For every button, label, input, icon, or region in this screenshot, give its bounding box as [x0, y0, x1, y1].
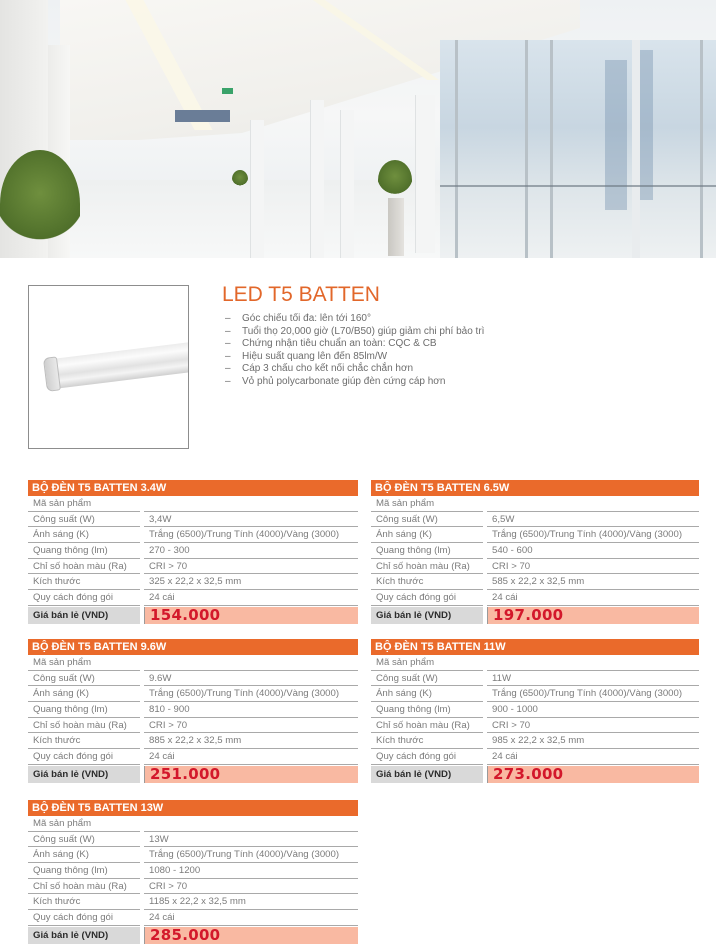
- spec-label: Quy cách đóng gói: [28, 910, 140, 926]
- spec-row-size: [371, 574, 699, 590]
- spec-label: Quang thông (lm): [28, 702, 140, 718]
- spec-row-price: [28, 607, 358, 624]
- spec-value: 6,5W: [487, 512, 699, 528]
- spec-row-light: [371, 527, 699, 543]
- spec-row-flux: [28, 863, 358, 879]
- led-tube-icon: [43, 335, 189, 393]
- spec-label: Kích thước: [28, 894, 140, 910]
- spec-label: Công suất (W): [28, 671, 140, 687]
- hero-mullion: [455, 40, 458, 258]
- hero-column: [310, 100, 324, 258]
- spec-value: 24 cái: [144, 910, 358, 926]
- price-value: 154.000: [144, 607, 358, 624]
- spec-value: 270 - 300: [144, 543, 358, 559]
- spec-label: Ánh sáng (K): [28, 847, 140, 863]
- spec-row-price: [371, 607, 699, 624]
- plant-icon: [378, 160, 412, 200]
- hero-mullion: [632, 40, 640, 258]
- spec-label: Kích thước: [28, 574, 140, 590]
- spec-table: [371, 639, 699, 783]
- spec-label: Chỉ số hoàn màu (Ra): [28, 718, 140, 734]
- spec-value: Trắng (6500)/Trung Tính (4000)/Vàng (3000): [487, 686, 699, 702]
- spec-value: 1080 - 1200: [144, 863, 358, 879]
- spec-row-pack: [371, 590, 699, 606]
- spec-row-power: [28, 671, 358, 687]
- feature-item: [225, 338, 484, 351]
- spec-label: Công suất (W): [28, 512, 140, 528]
- spec-value: [144, 816, 358, 832]
- spec-row-power: [28, 832, 358, 848]
- spec-table-title: BỘ ĐÈN T5 BATTEN 3.4W: [28, 480, 358, 496]
- bullet-dash: –: [225, 375, 231, 387]
- spec-row-power: [371, 512, 699, 528]
- spec-label: Ánh sáng (K): [371, 527, 483, 543]
- spec-row-cri: [371, 559, 699, 575]
- spec-label: Quy cách đóng gói: [28, 749, 140, 765]
- spec-label: Quang thông (lm): [371, 543, 483, 559]
- price-value: 197.000: [487, 607, 699, 624]
- spec-value: Trắng (6500)/Trung Tính (4000)/Vàng (3000): [487, 527, 699, 543]
- hero-column: [415, 95, 435, 253]
- spec-row-price: [371, 766, 699, 783]
- price-value: 251.000: [144, 766, 358, 783]
- spec-value: 985 x 22,2 x 32,5 mm: [487, 733, 699, 749]
- plant-icon: [0, 150, 80, 258]
- spec-label: Kích thước: [371, 574, 483, 590]
- spec-value: Trắng (6500)/Trung Tính (4000)/Vàng (3000): [144, 847, 358, 863]
- spec-value: CRI > 70: [144, 559, 358, 575]
- spec-row-pack: [28, 910, 358, 926]
- hero-column: [250, 120, 264, 258]
- spec-value: 24 cái: [144, 590, 358, 606]
- spec-label: Mã sản phẩm: [371, 496, 483, 512]
- feature-text: Góc chiếu tối đa: lên tới 160°: [242, 313, 371, 324]
- spec-value: 24 cái: [144, 749, 358, 765]
- feature-item: [225, 313, 484, 326]
- feature-text: Chứng nhận tiêu chuẩn an toàn: CQC & CB: [242, 338, 437, 350]
- hero-photo: [0, 0, 716, 258]
- spec-value: Trắng (6500)/Trung Tính (4000)/Vàng (3000): [144, 527, 358, 543]
- bullet-dash: –: [225, 325, 231, 337]
- spec-row-size: [28, 733, 358, 749]
- tube-body: [49, 339, 189, 389]
- spec-row-code: [28, 816, 358, 832]
- spec-row-pack: [28, 749, 358, 765]
- spec-label: Chỉ số hoàn màu (Ra): [28, 559, 140, 575]
- spec-row-light: [371, 686, 699, 702]
- feature-item: [225, 363, 484, 376]
- spec-table-title: BỘ ĐÈN T5 BATTEN 9.6W: [28, 639, 358, 655]
- price-value: 273.000: [487, 766, 699, 783]
- plant-icon: [232, 170, 248, 188]
- feature-item: [225, 376, 484, 389]
- spec-label: Quy cách đóng gói: [371, 590, 483, 606]
- spec-value: 885 x 22,2 x 32,5 mm: [144, 733, 358, 749]
- feature-text: Cáp 3 chấu cho kết nối chắc chắn hơn: [242, 363, 414, 375]
- price-label: Giá bán lẻ (VND): [28, 607, 140, 624]
- feature-text: Tuổi thọ 20,000 giờ (L70/B50) giúp giảm chi phí bảo trì: [242, 325, 485, 337]
- spec-row-code: [371, 496, 699, 512]
- spec-table: [371, 480, 699, 624]
- spec-value: 24 cái: [487, 590, 699, 606]
- spec-row-light: [28, 847, 358, 863]
- spec-row-price: [28, 766, 358, 783]
- exit-sign: [222, 88, 233, 94]
- spec-value: 540 - 600: [487, 543, 699, 559]
- spec-value: 900 - 1000: [487, 702, 699, 718]
- spec-label: Quy cách đóng gói: [371, 749, 483, 765]
- spec-value: [144, 496, 358, 512]
- hero-mullion: [525, 40, 528, 258]
- spec-row-pack: [371, 749, 699, 765]
- hero-mullion: [700, 40, 703, 258]
- spec-value: 9.6W: [144, 671, 358, 687]
- spec-row-power: [28, 512, 358, 528]
- spec-table-title: BỘ ĐÈN T5 BATTEN 6.5W: [371, 480, 699, 496]
- hero-column: [340, 110, 354, 258]
- spec-value: 3,4W: [144, 512, 358, 528]
- hero-building: [605, 60, 627, 210]
- spec-label: Công suất (W): [28, 832, 140, 848]
- hero-mullion: [550, 40, 553, 258]
- spec-value: [487, 655, 699, 671]
- spec-label: Ánh sáng (K): [28, 686, 140, 702]
- feature-item: [225, 351, 484, 364]
- price-label: Giá bán lẻ (VND): [28, 766, 140, 783]
- spec-value: 1185 x 22,2 x 32,5 mm: [144, 894, 358, 910]
- bullet-dash: –: [225, 338, 231, 350]
- spec-row-flux: [371, 702, 699, 718]
- spec-row-cri: [28, 718, 358, 734]
- spec-table-title: BỘ ĐÈN T5 BATTEN 13W: [28, 800, 358, 816]
- spec-label: Kích thước: [371, 733, 483, 749]
- spec-table: [28, 800, 358, 944]
- spec-row-size: [28, 894, 358, 910]
- spec-row-flux: [28, 543, 358, 559]
- hero-rail: [440, 185, 716, 187]
- spec-row-code: [28, 496, 358, 512]
- spec-row-flux: [28, 702, 358, 718]
- price-label: Giá bán lẻ (VND): [371, 607, 483, 624]
- bullet-dash: –: [225, 350, 231, 362]
- feature-item: [225, 326, 484, 339]
- feature-text: Hiệu suất quang lên đến 85lm/W: [242, 350, 388, 362]
- spec-value: CRI > 70: [487, 718, 699, 734]
- spec-value: 810 - 900: [144, 702, 358, 718]
- spec-value: 585 x 22,2 x 32,5 mm: [487, 574, 699, 590]
- spec-table-title: BỘ ĐÈN T5 BATTEN 11W: [371, 639, 699, 655]
- spec-value: 325 x 22,2 x 32,5 mm: [144, 574, 358, 590]
- feature-list: [225, 313, 484, 389]
- bullet-dash: –: [225, 363, 231, 375]
- spec-value: Trắng (6500)/Trung Tính (4000)/Vàng (3000): [144, 686, 358, 702]
- spec-label: Mã sản phẩm: [28, 496, 140, 512]
- spec-value: CRI > 70: [144, 718, 358, 734]
- product-image: [28, 285, 189, 449]
- spec-label: Mã sản phẩm: [28, 816, 140, 832]
- spec-label: Kích thước: [28, 733, 140, 749]
- spec-label: Quang thông (lm): [371, 702, 483, 718]
- spec-row-code: [28, 655, 358, 671]
- spec-table: [28, 639, 358, 783]
- product-title: LED T5 BATTEN: [222, 283, 380, 306]
- spec-row-light: [28, 527, 358, 543]
- spec-row-code: [371, 655, 699, 671]
- spec-row-price: [28, 927, 358, 944]
- spec-label: Công suất (W): [371, 512, 483, 528]
- spec-label: Quy cách đóng gói: [28, 590, 140, 606]
- spec-value: CRI > 70: [144, 879, 358, 895]
- spec-label: Ánh sáng (K): [28, 527, 140, 543]
- spec-value: [144, 655, 358, 671]
- spec-row-power: [371, 671, 699, 687]
- spec-label: Công suất (W): [371, 671, 483, 687]
- price-label: Giá bán lẻ (VND): [28, 927, 140, 944]
- feature-text: Vỏ phủ polycarbonate giúp đèn cứng cáp hơn: [242, 375, 446, 387]
- spec-label: Chỉ số hoàn màu (Ra): [371, 559, 483, 575]
- spec-label: Chỉ số hoàn màu (Ra): [371, 718, 483, 734]
- spec-row-cri: [371, 718, 699, 734]
- spec-row-size: [28, 574, 358, 590]
- spec-table: [28, 480, 358, 624]
- plant-pot: [388, 198, 404, 256]
- price-value: 285.000: [144, 927, 358, 944]
- direction-sign: [175, 110, 230, 122]
- spec-label: Mã sản phẩm: [371, 655, 483, 671]
- spec-value: 24 cái: [487, 749, 699, 765]
- spec-row-cri: [28, 559, 358, 575]
- spec-label: Mã sản phẩm: [28, 655, 140, 671]
- spec-label: Ánh sáng (K): [371, 686, 483, 702]
- spec-value: [487, 496, 699, 512]
- spec-value: 11W: [487, 671, 699, 687]
- spec-label: Quang thông (lm): [28, 863, 140, 879]
- spec-label: Quang thông (lm): [28, 543, 140, 559]
- spec-label: Chỉ số hoàn màu (Ra): [28, 879, 140, 895]
- spec-row-pack: [28, 590, 358, 606]
- spec-row-light: [28, 686, 358, 702]
- spec-row-size: [371, 733, 699, 749]
- hero-windows: [440, 40, 716, 258]
- price-label: Giá bán lẻ (VND): [371, 766, 483, 783]
- spec-row-flux: [371, 543, 699, 559]
- spec-row-cri: [28, 879, 358, 895]
- spec-value: 13W: [144, 832, 358, 848]
- spec-value: CRI > 70: [487, 559, 699, 575]
- bullet-dash: –: [225, 313, 231, 324]
